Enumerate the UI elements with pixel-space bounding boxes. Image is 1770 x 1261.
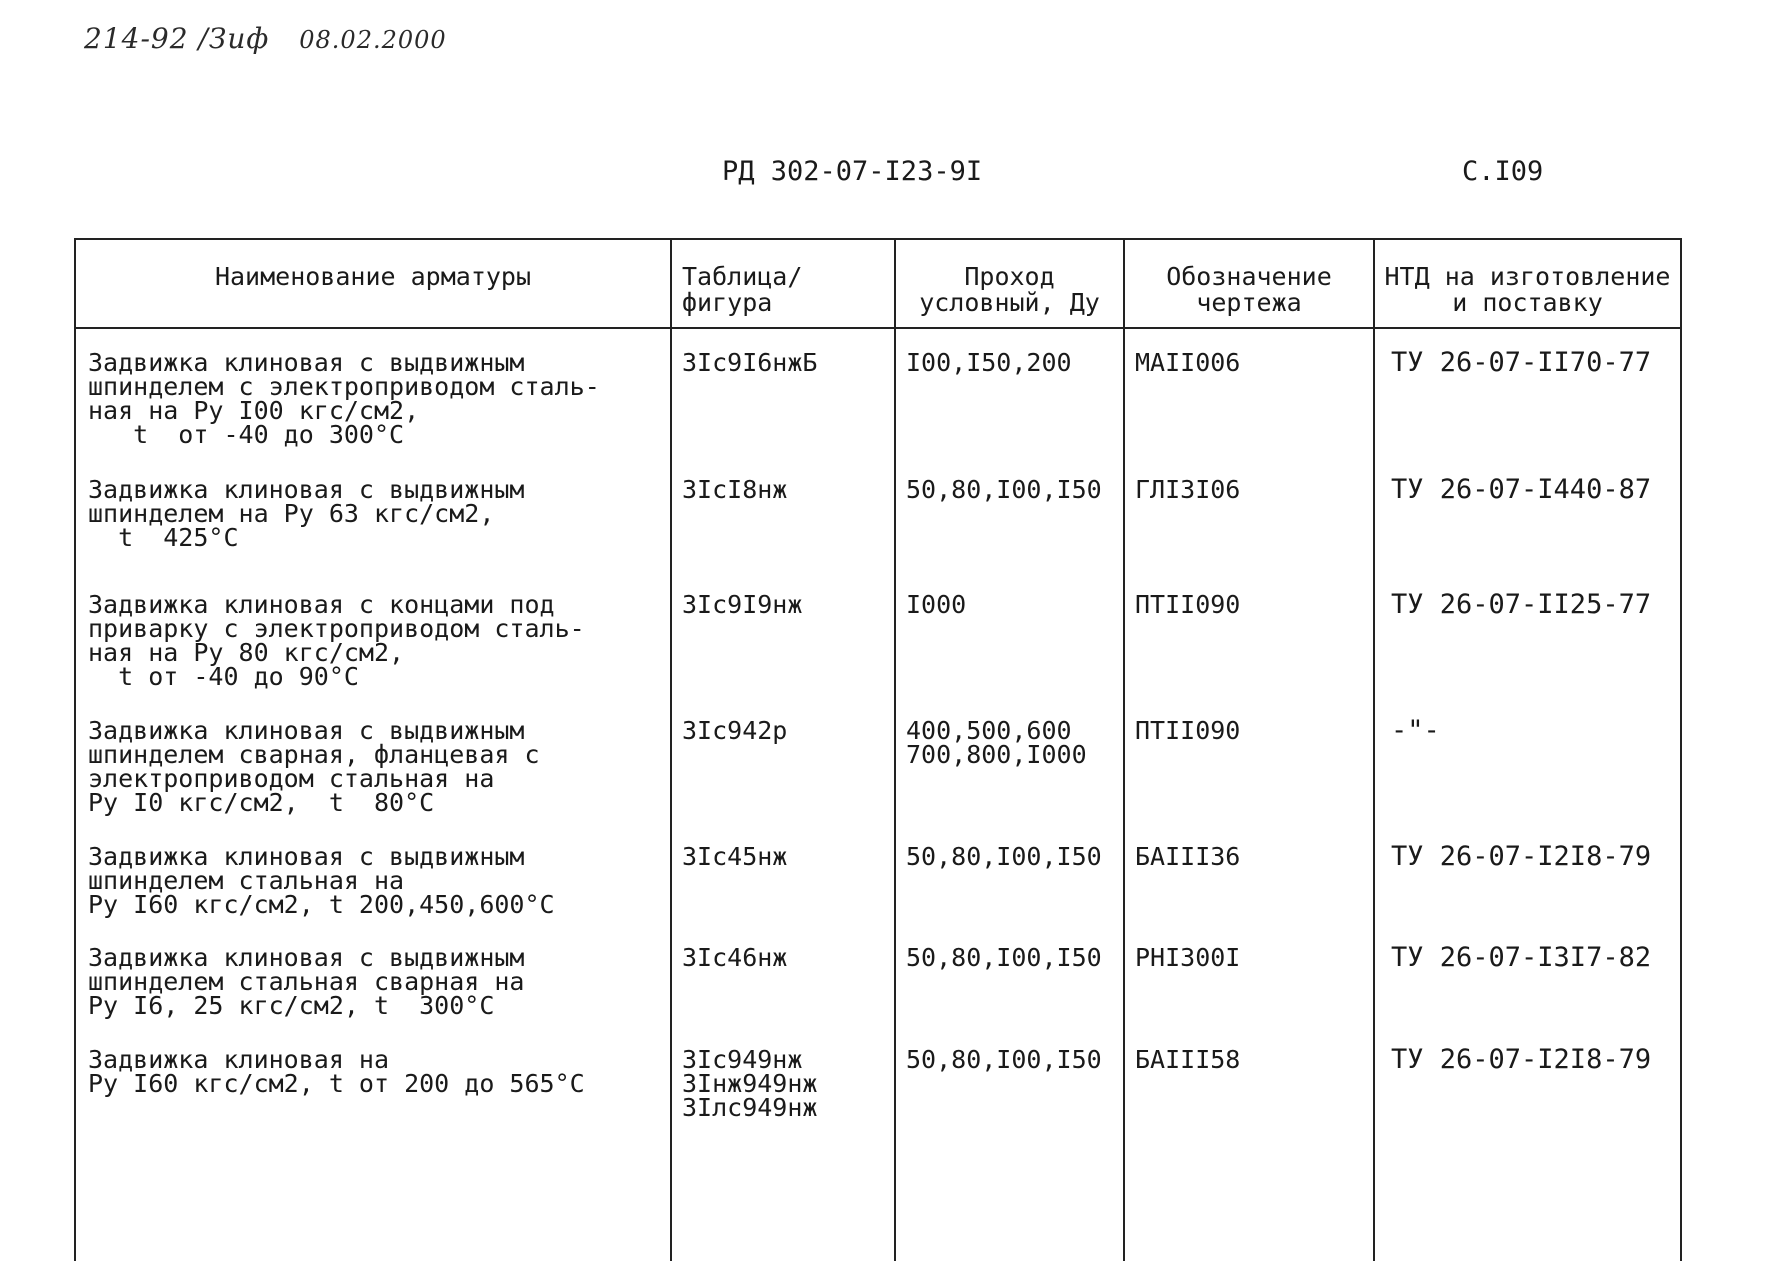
cell-drawing: ПТII090 (1124, 697, 1374, 823)
cell-figure: 3Iс949нж 3Iнж949нж 3Iлс949нж (671, 1026, 895, 1136)
cell-ntd: ТУ 26-07-II70-77 (1374, 328, 1681, 456)
col-header-ntd: НТД на изготовление и поставку (1374, 239, 1681, 328)
cell-drawing: БАIII36 (1124, 823, 1374, 924)
col-header-dn: Проход условный, Ду (895, 239, 1124, 328)
cell-ntd: ТУ 26-07-I2I8-79 (1374, 1026, 1681, 1136)
table-row (75, 571, 1681, 697)
col-header-drawing: Обозначение чертежа (1124, 239, 1374, 328)
cell-drawing: РНI300I (1124, 924, 1374, 1026)
cell-dn: 50,80,I00,I50 (895, 924, 1124, 1026)
table-row (75, 328, 1681, 456)
page-number: С.I09 (1462, 156, 1544, 187)
table-row (75, 823, 1681, 924)
cell-figure: 3Iс46нж (671, 924, 895, 1026)
cell-figure: 3Iс45нж (671, 823, 895, 924)
cell-figure: 3Iс9I9нж (671, 571, 895, 697)
cell-dn: 50,80,I00,I50 (895, 823, 1124, 924)
cell-ntd: ТУ 26-07-I440-87 (1374, 456, 1681, 571)
cell-ntd: ТУ 26-07-II25-77 (1374, 571, 1681, 697)
cell-figure: 3Iс942р (671, 697, 895, 823)
doc-number: РД 302-07-I23-9I (722, 156, 983, 187)
cell-name: Задвижка клиновая на Ру I60 кгс/см2, t от 200 до 565°С (75, 1026, 671, 1136)
cell-ntd: ТУ 26-07-I2I8-79 (1374, 823, 1681, 924)
cell-ntd: -"- (1374, 697, 1681, 823)
cell-dn: 400,500,600 700,800,I000 (895, 697, 1124, 823)
cell-drawing: МАII006 (1124, 328, 1374, 456)
cell-dn: I00,I50,200 (895, 328, 1124, 456)
table-row (75, 924, 1681, 1026)
handwritten-date: 08.02.2000 (299, 26, 447, 54)
cell-drawing: ГЛI3I06 (1124, 456, 1374, 571)
cell-drawing: БАIII58 (1124, 1026, 1374, 1136)
cell-name: Задвижка клиновая с выдвижным шпинделем с электроприводом сталь- ная на Ру I00 кгс/см2, t от -40 до 300°С (75, 328, 671, 456)
table-body (75, 328, 1681, 1261)
cell-name: Задвижка клиновая с выдвижным шпинделем стальная сварная на Ру I6, 25 кгс/см2, t 300°С (75, 924, 671, 1026)
cell-ntd: ТУ 26-07-I3I7-82 (1374, 924, 1681, 1026)
cell-dn: 50,80,I00,I50 (895, 1026, 1124, 1136)
col-header-name: Наименование арматуры (75, 239, 671, 328)
col-header-figure: Таблица/ фигура (671, 239, 895, 328)
cell-name: Задвижка клиновая с концами под приварку с электроприводом сталь- ная на Ру 80 кгс/см2, t от -40 до 90°С (75, 571, 671, 697)
cell-name: Задвижка клиновая с выдвижным шпинделем сварная, фланцевая с электроприводом стальная на Ру I0 кгс/см2, t 80°С (75, 697, 671, 823)
table-row-empty (75, 1136, 1681, 1261)
cell-dn: 50,80,I00,I50 (895, 456, 1124, 571)
handwritten-ref: 214-92 /Зиф (84, 22, 270, 55)
table-row (75, 456, 1681, 571)
table-row (75, 697, 1681, 823)
handwritten-note (84, 22, 447, 55)
cell-name: Задвижка клиновая с выдвижным шпинделем на Ру 63 кгс/см2, t 425°С (75, 456, 671, 571)
cell-figure: 3IсI8нж (671, 456, 895, 571)
valves-table (74, 238, 1682, 1261)
cell-figure: 3Iс9I6нжБ (671, 328, 895, 456)
table-row (75, 1026, 1681, 1136)
cell-name: Задвижка клиновая с выдвижным шпинделем стальная на Ру I60 кгс/см2, t 200,450,600°С (75, 823, 671, 924)
cell-dn: I000 (895, 571, 1124, 697)
table-header (75, 239, 1681, 328)
cell-drawing: ПТII090 (1124, 571, 1374, 697)
